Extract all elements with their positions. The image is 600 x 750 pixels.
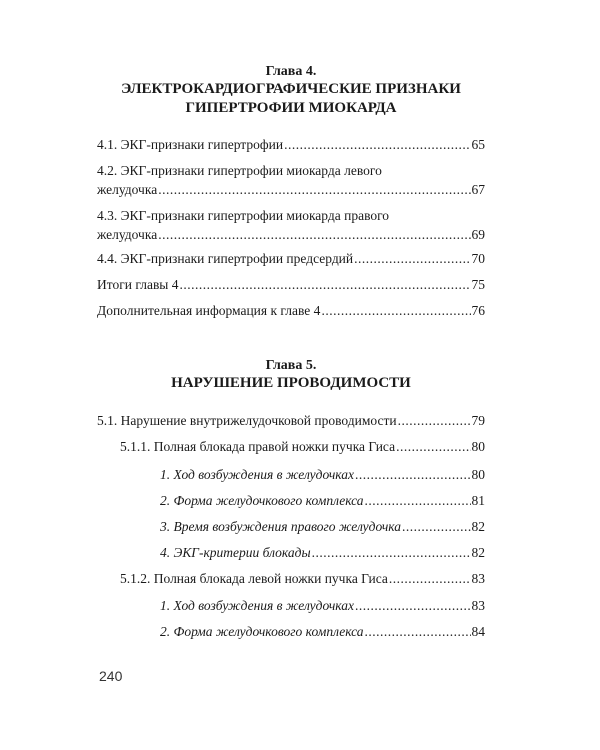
dot-leader [312,543,471,562]
toc-entry-page: 65 [471,137,485,152]
toc-entry-text: 5.1. Нарушение внутрижелудочковой проводимости [97,413,397,428]
toc-entry-additional-4[interactable] [97,301,485,320]
dot-leader [402,517,470,536]
dot-leader [355,596,470,615]
toc-entry-text: желудочка [97,227,158,242]
dot-leader [321,301,470,320]
toc-entry-text: 5.1.1. Полная блокада правой ножки пучка Гиса [120,439,396,454]
dot-leader [158,225,470,244]
chapter-4-title-line-2: ГИПЕРТРОФИИ МИОКАРДА [185,100,397,116]
toc-entry-text: желудочка [97,182,158,197]
toc-entry-text: 4.1. ЭКГ-признаки гипертрофии [97,137,284,152]
toc-entry-page: 80 [471,439,485,454]
dot-leader [354,249,470,268]
toc-entry-4-3[interactable] [97,206,485,244]
dot-leader [180,275,471,294]
table-of-contents-page [97,0,485,750]
toc-entry-4-4[interactable] [97,249,485,268]
toc-entry-5-1[interactable] [97,411,485,430]
toc-entry-text: 3. Время возбуждения правого желудочка [160,519,402,534]
toc-entry-page: 84 [471,624,485,639]
chapter-5-label: Глава 5. [265,358,317,373]
toc-entry-text-line-1: 4.3. ЭКГ-признаки гипертрофии миокарда правого [97,208,390,223]
toc-entry-5-1-2[interactable] [120,569,485,588]
toc-entry-page: 83 [471,598,485,613]
toc-entry-page: 70 [471,251,485,266]
chapter-4-heading [97,63,485,118]
chapter-5-title: НАРУШЕНИЕ ПРОВОДИМОСТИ [171,375,411,391]
dot-leader [284,135,470,154]
toc-entry-text: Дополнительная информация к главе 4 [97,303,321,318]
toc-entry-text: Итоги главы 4 [97,277,179,292]
toc-entry-page: 80 [471,467,485,482]
toc-entry-5-1-1-4[interactable] [160,543,485,562]
dot-leader [355,465,470,484]
dot-leader [364,622,470,641]
toc-entry-page: 81 [471,493,485,508]
chapter-4-label: Глава 4. [265,64,317,79]
toc-entry-text: 4. ЭКГ-критерии блокады [160,545,311,560]
toc-entry-5-1-1-3[interactable] [160,517,485,536]
toc-entry-text: 2. Форма желудочкового комплекса [160,493,364,508]
dot-leader [398,411,471,430]
chapter-5-heading [97,357,485,393]
toc-entry-page: 69 [471,227,485,242]
toc-entry-page: 67 [471,182,485,197]
toc-entry-summary-4[interactable] [97,275,485,294]
toc-entry-text-line-1: 4.2. ЭКГ-признаки гипертрофии миокарда левого [97,163,382,178]
toc-entry-5-1-2-1[interactable] [160,596,485,615]
toc-entry-page: 82 [471,519,485,534]
toc-entry-text: 1. Ход возбуждения в желудочках [160,467,355,482]
toc-entry-page: 82 [471,545,485,560]
toc-entry-5-1-1-2[interactable] [160,491,485,510]
toc-entry-5-1-2-2[interactable] [160,622,485,641]
page-number: 240 [99,668,123,684]
toc-entry-text: 5.1.2. Полная блокада левой ножки пучка Гиса [120,571,388,586]
toc-entry-text: 1. Ход возбуждения в желудочках [160,598,355,613]
toc-entry-5-1-1[interactable] [120,437,485,456]
toc-entry-page: 76 [471,303,485,318]
toc-entry-text: 2. Форма желудочкового комплекса [160,624,364,639]
toc-entry-page: 75 [471,277,485,292]
toc-entry-page: 79 [471,413,485,428]
toc-entry-4-1[interactable] [97,135,485,154]
toc-entry-5-1-1-1[interactable] [160,465,485,484]
dot-leader [389,569,471,588]
toc-entry-text: 4.4. ЭКГ-признаки гипертрофии предсердий [97,251,354,266]
toc-entry-4-2[interactable] [97,161,485,199]
chapter-4-title-line-1: ЭЛЕКТРОКАРДИОГРАФИЧЕСКИЕ ПРИЗНАКИ [121,81,461,97]
dot-leader [158,180,470,199]
dot-leader [396,437,470,456]
dot-leader [364,491,470,510]
toc-entry-page: 83 [471,571,485,586]
